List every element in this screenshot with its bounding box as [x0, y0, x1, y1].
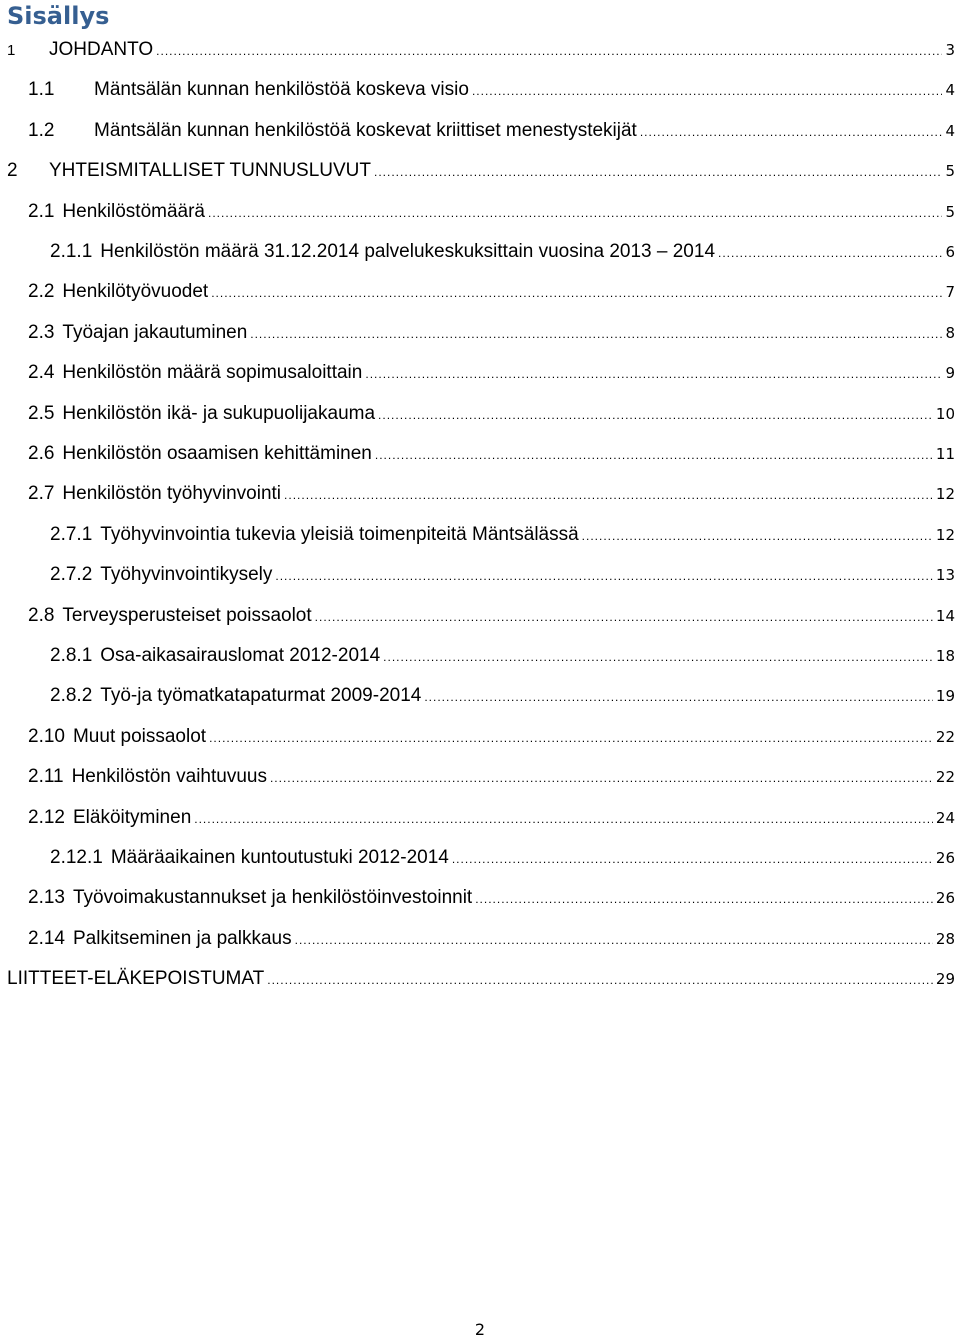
toc-entry-number: 2.1 [28, 200, 55, 222]
toc-leader-dots [315, 605, 933, 629]
toc-leader-dots [582, 524, 933, 548]
toc-entry-title: Muut poissaolot [72, 725, 207, 747]
toc-entry-title: Työajan jakautuminen [62, 321, 248, 343]
toc-entry[interactable] [28, 482, 955, 507]
toc-leader-dots [374, 160, 942, 184]
toc-entry-title: Työ-ja työmatkatapaturmat 2009-2014 [100, 685, 422, 707]
toc-entry[interactable] [50, 846, 955, 871]
toc-entry-number: 1.1 [28, 79, 55, 101]
toc-entry[interactable] [28, 886, 955, 911]
toc-entry-title: Henkilöstön osaamisen kehittäminen [62, 443, 372, 464]
toc-entry-title: Terveysperusteiset poissaolot [62, 604, 312, 626]
toc-leader-dots [452, 847, 933, 871]
toc-entry-number: 2.12.1 [50, 847, 103, 868]
toc-entry-number: 2.11 [28, 766, 64, 788]
toc-entry[interactable] [28, 321, 955, 346]
toc-entry-page: 12 [935, 485, 955, 504]
toc-entry-number: 2.7.1 [50, 523, 93, 545]
toc-entry-number: 1 [7, 42, 16, 59]
toc-leader-dots [156, 39, 942, 63]
toc-entry-title: Henkilöstömäärä [62, 200, 205, 222]
toc-entry[interactable] [50, 523, 955, 548]
toc-entry-page: 4 [945, 81, 955, 100]
toc-entry-page: 7 [945, 283, 955, 302]
toc-entry-number: 2.8 [28, 604, 55, 626]
toc-entry-page: 11 [935, 445, 955, 463]
toc-entry-page: 9 [945, 364, 955, 383]
toc-entry[interactable] [28, 806, 955, 831]
toc-entry-number: 2.13 [28, 887, 65, 909]
toc-leader-dots [378, 403, 933, 427]
toc-entry-title: Henkilötyövuodet [62, 281, 209, 303]
toc-leader-dots [208, 201, 942, 225]
toc-leader-dots [275, 564, 933, 588]
toc-entry-number: 2.14 [28, 927, 65, 949]
toc-leader-dots [375, 443, 933, 467]
toc-leader-dots [640, 120, 943, 144]
toc-entry-number: 2 [7, 160, 18, 182]
toc-entry[interactable] [28, 604, 955, 629]
toc-entry-title: Työhyvinvointia tukevia yleisiä toimenpiteitä Mäntsälässä [100, 523, 579, 545]
toc-entry-title: Henkilöstön työhyvinvointi [62, 483, 282, 505]
toc-entry-title: Työhyvinvointikysely [100, 564, 273, 586]
toc-entry[interactable] [50, 644, 955, 669]
toc-entry-page: 3 [945, 41, 955, 59]
toc-leader-dots [472, 79, 943, 103]
toc-leader-dots [383, 645, 933, 669]
toc-entry-title: Mäntsälän kunnan henkilöstöä koskeva visio [94, 79, 469, 101]
toc-entry-page: 14 [935, 606, 955, 625]
toc-leader-dots [718, 241, 942, 265]
toc-entry-number: 2.3 [28, 321, 55, 343]
toc-entry[interactable] [50, 240, 955, 265]
toc-entry-page: 5 [945, 162, 955, 181]
toc-entry-number: 1.2 [28, 119, 55, 141]
toc-leader-dots [250, 322, 942, 346]
toc-entry-page: 12 [935, 525, 955, 544]
toc-entry-number: 2.8.2 [50, 685, 93, 707]
toc-entry[interactable] [7, 159, 955, 184]
toc-leader-dots [194, 807, 933, 831]
toc-entry[interactable] [28, 402, 955, 427]
toc-entry-page: 29 [935, 970, 955, 989]
toc-leader-dots [295, 928, 933, 952]
toc-entry-page: 18 [935, 647, 955, 665]
toc-entry-title: Henkilöstön määrä 31.12.2014 palvelukeskuksittain vuosina 2013 – 2014 [100, 241, 716, 262]
toc-entry-title: Osa-aikasairauslomat 2012-2014 [100, 645, 381, 666]
toc-entry[interactable] [28, 765, 955, 790]
toc-entry-title: JOHDANTO [49, 39, 154, 60]
toc-entry-number: 2.1.1 [50, 241, 93, 262]
toc-entry-number: 2.4 [28, 362, 55, 384]
toc-entry-title: Työvoimakustannukset ja henkilöstöinvestoinnit [72, 887, 473, 909]
toc-entry-title: Henkilöstön määrä sopimusaloittain [62, 362, 363, 384]
toc-entry-page: 6 [945, 243, 955, 261]
toc-entry[interactable] [28, 200, 955, 225]
toc-entry-page: 28 [935, 929, 955, 948]
toc-entry-title: YHTEISMITALLISET TUNNUSLUVUT [49, 160, 372, 182]
toc-entry[interactable] [28, 442, 955, 467]
toc-entry[interactable] [28, 280, 955, 305]
toc-entry[interactable] [28, 361, 955, 386]
toc-entry-number: 2.12 [28, 806, 65, 828]
toc-entry-number: 2.10 [28, 725, 65, 747]
toc-entry-number: 2.7 [28, 483, 55, 505]
toc-entry[interactable] [28, 119, 955, 144]
toc-entry-number: 2.6 [28, 443, 55, 464]
toc-entry-page: 19 [935, 687, 955, 706]
toc-entry[interactable] [28, 78, 955, 103]
toc-entry-number: 2.8.1 [50, 645, 93, 666]
toc-entry-page: 22 [935, 727, 955, 746]
toc-entry[interactable] [28, 927, 955, 952]
toc-entry-page: 26 [935, 889, 955, 908]
toc-entry-page: 5 [945, 202, 955, 221]
toc-leader-dots [475, 887, 933, 911]
toc-entry-page: 26 [935, 849, 955, 867]
toc-entry-page: 13 [935, 566, 955, 585]
toc-entry-title: Henkilöstön ikä- ja sukupuolijakauma [62, 402, 376, 424]
toc-leader-dots [211, 281, 942, 305]
toc-entry-page: 8 [945, 323, 955, 342]
toc-leader-dots [270, 766, 933, 790]
toc-entry[interactable] [50, 563, 955, 588]
toc-entry-title: Mäntsälän kunnan henkilöstöä koskevat kriittiset menestystekijät [94, 119, 637, 141]
toc-entry-title: Palkitseminen ja palkkaus [72, 927, 292, 949]
page-number: 2 [474, 1320, 486, 1339]
toc-entry-number: 2.5 [28, 402, 55, 424]
toc-entry-page: 24 [935, 808, 955, 827]
toc-leader-dots [209, 726, 933, 750]
toc-entry[interactable] [7, 38, 955, 63]
toc-entry-number: 2.2 [28, 281, 55, 303]
toc-entry-page: 22 [935, 768, 955, 787]
toc-leader-dots [424, 685, 933, 709]
toc-leader-dots [365, 362, 942, 386]
toc-entry[interactable] [28, 725, 955, 750]
toc-entry-page: 4 [945, 121, 955, 140]
toc-leader-dots [284, 483, 933, 507]
toc-entry-page: 10 [935, 404, 955, 423]
toc-leader-dots [267, 968, 933, 992]
toc-entry[interactable] [50, 684, 955, 709]
toc-entry-title: Määräaikainen kuntoutustuki 2012-2014 [110, 847, 449, 868]
toc-entry-number: 2.7.2 [50, 564, 93, 586]
toc-entry-title: Henkilöstön vaihtuvuus [71, 766, 267, 788]
toc-entry[interactable] [7, 967, 955, 992]
page-title: Sisällys [7, 2, 110, 30]
toc-entry-title: Eläköityminen [72, 806, 192, 828]
toc-entry-title: LIITTEET-ELÄKEPOISTUMAT [7, 968, 265, 990]
